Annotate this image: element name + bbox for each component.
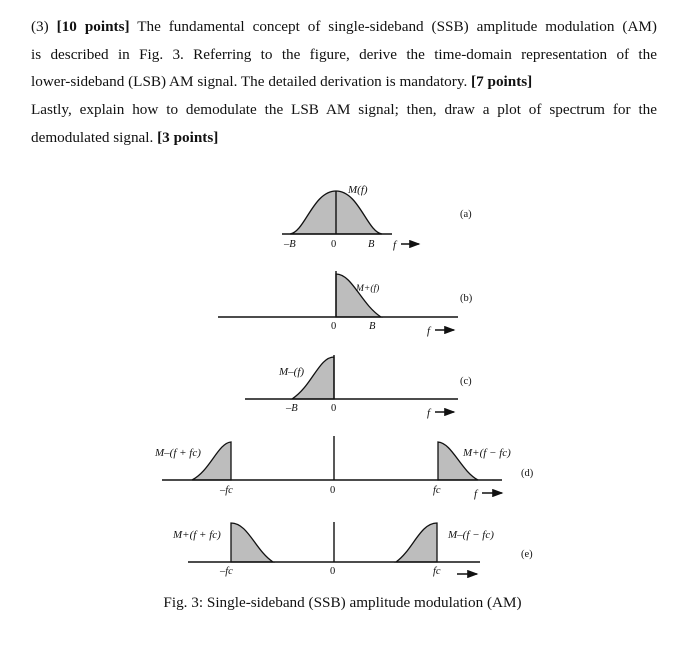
demod-line-2: demodulated signal. [3 points] bbox=[31, 128, 219, 146]
tick-a-B: B bbox=[368, 239, 375, 250]
label-e-right: M–(f − fc) bbox=[448, 529, 494, 541]
tag-b: (b) bbox=[460, 293, 473, 304]
f-label-b: f bbox=[427, 325, 431, 337]
label-d-left: M–(f + fc) bbox=[155, 447, 201, 459]
points-total: [10 points] bbox=[56, 18, 130, 35]
tick-d-fc: fc bbox=[433, 485, 441, 496]
tick-a-0: 0 bbox=[331, 239, 337, 250]
spectrum-b bbox=[336, 274, 381, 317]
tag-c: (c) bbox=[460, 376, 472, 387]
question-line-3: lower-sideband (LSB) AM signal. The detailed derivation is mandatory. [7 points] bbox=[31, 73, 533, 90]
tick-d-negfc: –fc bbox=[220, 485, 233, 496]
tick-c-0: 0 bbox=[331, 403, 337, 414]
ssb-figure bbox=[0, 160, 685, 590]
figure-caption: Fig. 3: Single-sideband (SSB) amplitude modulation (AM) bbox=[163, 594, 522, 611]
tick-e-negfc: –fc bbox=[220, 566, 233, 577]
tick-b-B: B bbox=[369, 321, 376, 332]
tick-a-negB: –B bbox=[284, 239, 296, 250]
panel-c bbox=[245, 355, 472, 419]
panel-b bbox=[218, 271, 473, 337]
f-label-d: f bbox=[474, 488, 478, 500]
tick-c-negB: –B bbox=[286, 403, 298, 414]
tick-d-0: 0 bbox=[330, 485, 336, 496]
label-e-left: M+(f + fc) bbox=[173, 529, 221, 541]
spectrum-e-right bbox=[396, 523, 437, 562]
question-line-2: is described in Fig. 3. Referring to the figure, derive the time-domain representation of the bbox=[31, 45, 657, 63]
tick-b-0: 0 bbox=[331, 321, 337, 332]
spectrum-c bbox=[292, 357, 334, 399]
label-d-right: M+(f − fc) bbox=[463, 447, 511, 459]
panel-d bbox=[154, 436, 534, 500]
f-label-a: f bbox=[393, 239, 397, 251]
panel-e bbox=[172, 522, 533, 577]
demod-line-1: Lastly, explain how to demodulate the LSB AM signal; then, draw a plot of spectrum for the bbox=[31, 101, 657, 118]
label-b: M+(f) bbox=[356, 284, 380, 294]
question-line-1: (3) [10 points] The fundamental concept of single-sideband (SSB) amplitude modulation (AM) bbox=[31, 18, 657, 35]
tag-e: (e) bbox=[521, 549, 533, 560]
question-paragraph bbox=[31, 13, 657, 96]
points-demod: [3 points] bbox=[157, 128, 219, 146]
f-label-c: f bbox=[427, 407, 431, 419]
tag-d: (d) bbox=[521, 468, 534, 479]
label-a: M(f) bbox=[348, 184, 368, 196]
spectrum-e-left bbox=[231, 523, 273, 562]
panel-a bbox=[282, 184, 472, 251]
tag-a: (a) bbox=[460, 209, 472, 220]
tick-e-fc: fc bbox=[433, 566, 441, 577]
tick-e-0: 0 bbox=[330, 566, 336, 577]
points-derivation: [7 points] bbox=[471, 73, 533, 90]
label-c: M–(f) bbox=[279, 366, 305, 378]
demodulation-paragraph bbox=[31, 96, 657, 151]
